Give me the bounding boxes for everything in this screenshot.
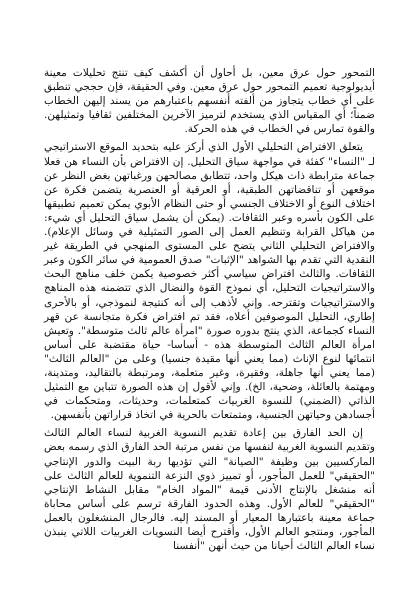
- paragraph-1: التمحور حول عرق معين، بل أحاول أن أكشف كيف تنتج تحليلات معينة أيديولوجية تعميم التمحور حول عرق معين. وفي الحقيقة، فإن حججي تنطبق على أي خطاب يتجاوز من ألفته أنفسهم باعتبارهم من يسند إليهن الخطاب ضمناً؛ أي المقياس الذي يستخدم لترميز الآخرين المختلفين ثقافيا وتمثيلهن. والقوة تمارس في الخطاب في هذه الحركة.: [44, 67, 375, 136]
- document-page: [44, 66, 375, 553]
- paragraph-3: إن الحد الفارق بين إعادة تقديم النسوية الغربية لنساء العالم الثالث وتقديم النسوية الغربية لنفسها من نفس مرتبة الحد الفارق الذي رسمه بعض الماركسيين بين وظيفة "الصيانة" التي تؤديها ربة البيت والدور الإنتاجي "الحقيقي" للعمل المأجور، أو تمييز ذوي النزعة التنموية للعالم الثالث على أنه منشغل بالإنتاج الأدنى قيمة "المواد الخام" مقابل النشاط الإنتاجي "الحقيقي" للعالم الأول. وهذه الحدود الفارقة ترسم على أساس محاباة جماعة معينة باعتبارها المعيار أو المسند إليه. فالرجال المنشغلون بالعمل المأجور، ومنتجو العالم الأول، وأقترح أيضا النسويات الغربيات اللاتي ينبذن نساء العالم الثالث أحيانا من حيث أنهن "أنفسنا: [44, 427, 375, 553]
- paragraph-2: يتعلق الافتراض التحليلي الأول الذي أركز عليه بتحديد الموقع الاستراتيجي لـ "النساء" كفئة في مواجهة سياق التحليل. إن الافتراض بأن النساء هن فعلا جماعة مترابطة ذات هيكل واحد، تتطابق مصالحهن ورغباتهن بغض النظر عن موقعهن أو تناقضاتهن الطبقية، أو العرقية أو العنصرية يتضمن فكرة عن اختلاف النوع أو الاختلاف الجنسي أو حتى النظام الأبوي يمكن تعميم تطبيقها على الكون بأسره وعبر الثقافات. (يمكن أن يشمل سياق التحليل أي شيء: من هياكل القرابة وتنظيم العمل إلى الصور التمثيلية في وسائل الإعلام). والافتراض التحليلي الثاني يتضح على المستوى المنهجي في الطريقة غير النقدية التي تقدم بها الشواهد "الإثبات" صدق العمومية في سائر الكون وعبر الثقافات. والثالث افتراض سياسي أكثر خصوصية يكمن خلف مناهج البحث والاستراتيجيات التحليل، أي نموذج القوة والنضال الذي تتضمنه هذه المناهج والاستراتيجيات وتقترحه. وإني لأذهب إلى أنه كنتيجة لنموذجي، أو بالأحرى إطاري، التحليل الموصوفين أعلاه، فقد تم افتراض فكرة متجانسة عن قهر النساء كجماعة، الذي ينتج بدوره صورة "امرأة عالم ثالث متوسطة". وتعيش امرأة العالم الثالث المتوسطة هذه - أساسا- حياة مقتضبة على أساس انتمائها لنوع الإناث (مما يعني أنها مقيدة جنسيا) وعلى من "العالم الثالث" (مما يعني أنها جاهلة، وفقيرة، وغير متعلمة، ومرتبطة بالتقاليد، ومتدينة، ومهتمة بالعائلة، وضحية، الخ). وإني لأقول إن هذه الصورة تتباين مع التمثيل الذاتي (الضمني) للنسوة الغربيات كمتعلمات، وحديثات، ومتحكمات في أجسادهن وحياتهن الجنسية، ومتمتعات بالحرية في اتخاذ قراراتهن بأنفسهن.: [44, 141, 375, 422]
